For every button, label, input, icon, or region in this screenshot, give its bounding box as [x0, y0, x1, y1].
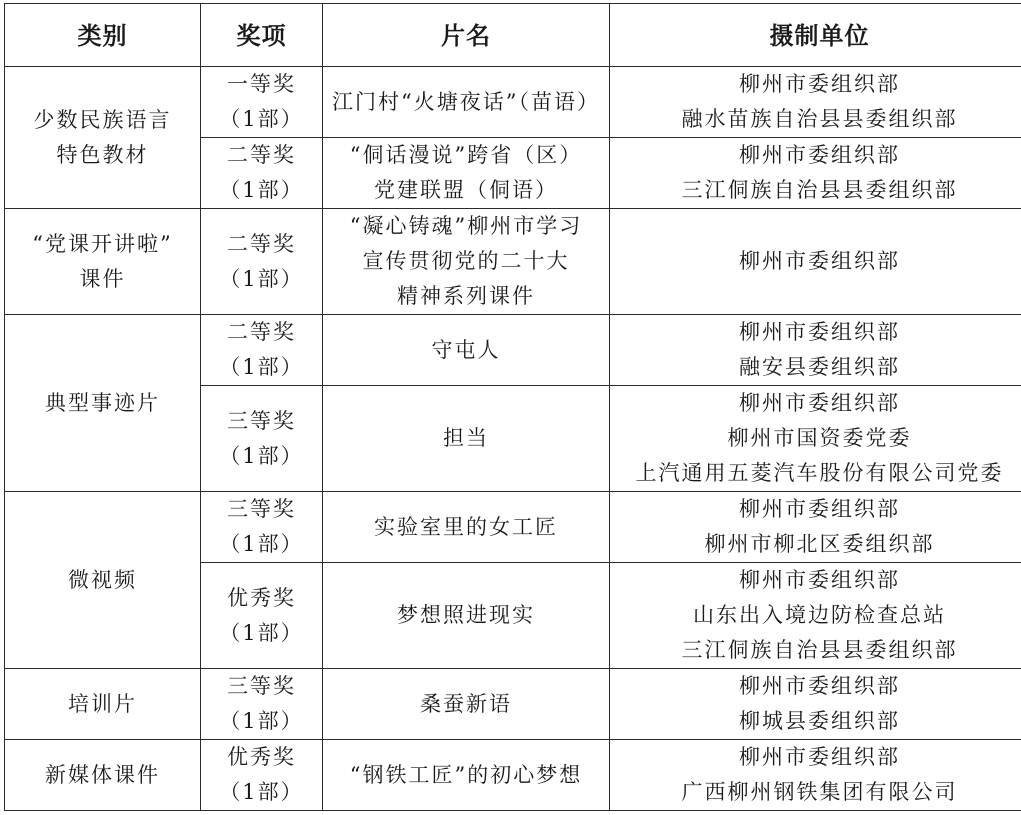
- title-cell: [323, 315, 610, 386]
- film-title: 精神系列课件: [397, 284, 535, 308]
- award-cell: [201, 315, 323, 386]
- producer-unit: 融安县委组织部: [739, 355, 900, 379]
- title-cell: [323, 67, 610, 138]
- category-cell: [5, 669, 201, 740]
- category-text: 新媒体课件: [45, 762, 160, 787]
- header-category: 类别: [5, 4, 201, 67]
- category-cell: [5, 67, 201, 209]
- producer-unit: 柳州市委组织部: [739, 320, 900, 344]
- unit-cell: [610, 563, 1021, 669]
- category-cell: [5, 740, 201, 811]
- unit-cell: [610, 492, 1021, 563]
- category-text: “党课开讲啦”: [32, 231, 173, 256]
- award-cell: [201, 209, 323, 315]
- producer-unit: 三江侗族自治县县委组织部: [681, 178, 958, 202]
- producer-unit: 柳州市委组织部: [739, 568, 900, 592]
- award-level: 优秀奖: [227, 585, 296, 610]
- producer-unit: 柳州市国资委党委: [727, 426, 912, 450]
- award-cell: [201, 386, 323, 492]
- table-row: [5, 67, 1021, 138]
- table-row: [5, 492, 1021, 563]
- film-title: “凝心铸魂”柳州市学习: [349, 214, 583, 238]
- film-title: 江门村“火塘夜话”（苗语）: [332, 89, 600, 114]
- award-level: 三等奖: [227, 674, 296, 698]
- title-cell: [323, 740, 610, 811]
- award-cell: [201, 563, 323, 669]
- award-cell: [201, 492, 323, 563]
- award-level: 二等奖: [227, 143, 296, 167]
- category-text: 培训片: [68, 691, 137, 716]
- producer-unit: 柳州市委组织部: [739, 72, 900, 96]
- producer-unit: 柳州市委组织部: [739, 745, 900, 769]
- title-cell: [323, 138, 610, 209]
- film-title: 担当: [443, 426, 489, 450]
- award-count: （1部）: [219, 620, 304, 645]
- unit-cell: [610, 669, 1021, 740]
- category-text: 特色教材: [56, 142, 149, 167]
- table-row: [5, 209, 1021, 315]
- film-title: “钢铁工匠”的初心梦想: [349, 762, 583, 787]
- award-cell: [201, 138, 323, 209]
- award-count: （1部）: [219, 355, 304, 379]
- category-text: 微视频: [68, 567, 137, 592]
- award-count: （1部）: [219, 443, 304, 468]
- film-title: 实验室里的女工匠: [374, 514, 558, 539]
- producer-unit: 三江侗族自治县县委组织部: [681, 638, 958, 662]
- award-level: 二等奖: [227, 231, 296, 256]
- film-title: 党建联盟（侗语）: [374, 178, 558, 202]
- film-title: 宣传贯彻党的二十大: [362, 249, 570, 273]
- title-cell: [323, 386, 610, 492]
- producer-unit: 融水苗族自治县县委组织部: [681, 107, 958, 131]
- producer-unit: 柳州市委组织部: [739, 391, 900, 415]
- table-row: [5, 669, 1021, 740]
- unit-cell: [610, 740, 1021, 811]
- producer-unit: 柳州市委组织部: [739, 674, 900, 698]
- header-award: 奖项: [201, 4, 323, 67]
- award-level: 三等奖: [227, 497, 296, 521]
- award-count: （1部）: [219, 709, 304, 733]
- category-cell: [5, 209, 201, 315]
- header-title: 片名: [323, 4, 610, 67]
- unit-cell: [610, 386, 1021, 492]
- unit-cell: [610, 315, 1021, 386]
- table-row: [5, 740, 1021, 811]
- producer-unit: 柳城县委组织部: [739, 709, 900, 733]
- table-row: [5, 315, 1021, 386]
- header-row: [5, 4, 1021, 67]
- producer-unit: 上汽通用五菱汽车股份有限公司党委: [635, 461, 1004, 485]
- title-cell: [323, 492, 610, 563]
- award-cell: [201, 740, 323, 811]
- award-level: 二等奖: [227, 320, 296, 344]
- film-title: 梦想照进现实: [397, 603, 535, 627]
- header-unit: 摄制单位: [610, 4, 1021, 67]
- award-count: （1部）: [219, 780, 304, 804]
- film-title: 守屯人: [431, 337, 501, 362]
- unit-cell: [610, 209, 1021, 315]
- category-cell: [5, 315, 201, 492]
- award-cell: [201, 67, 323, 138]
- category-text: 课件: [79, 266, 126, 291]
- title-cell: [323, 563, 610, 669]
- producer-unit: 柳州市委组织部: [739, 249, 900, 273]
- category-text: 典型事迹片: [45, 390, 160, 415]
- category-text: 少数民族语言: [33, 107, 172, 132]
- unit-cell: [610, 138, 1021, 209]
- award-count: （1部）: [219, 107, 304, 131]
- unit-cell: [610, 67, 1021, 138]
- producer-unit: 山东出入境边防检查总站: [693, 603, 946, 627]
- producer-unit: 柳州市委组织部: [739, 497, 900, 521]
- producer-unit: 广西柳州钢铁集团有限公司: [681, 780, 958, 804]
- award-level: 优秀奖: [227, 745, 296, 769]
- category-cell: [5, 492, 201, 669]
- awards-table: [4, 3, 1021, 811]
- award-count: （1部）: [219, 532, 304, 556]
- award-level: 一等奖: [227, 72, 296, 96]
- producer-unit: 柳州市委组织部: [739, 143, 900, 167]
- title-cell: [323, 209, 610, 315]
- film-title: 桑蚕新语: [420, 691, 512, 716]
- title-cell: [323, 669, 610, 740]
- award-count: （1部）: [219, 266, 304, 291]
- award-level: 三等奖: [227, 408, 296, 433]
- producer-unit: 柳州市柳北区委组织部: [704, 532, 935, 556]
- award-count: （1部）: [219, 178, 304, 202]
- award-cell: [201, 669, 323, 740]
- film-title: “侗话漫说”跨省（区）: [349, 143, 583, 167]
